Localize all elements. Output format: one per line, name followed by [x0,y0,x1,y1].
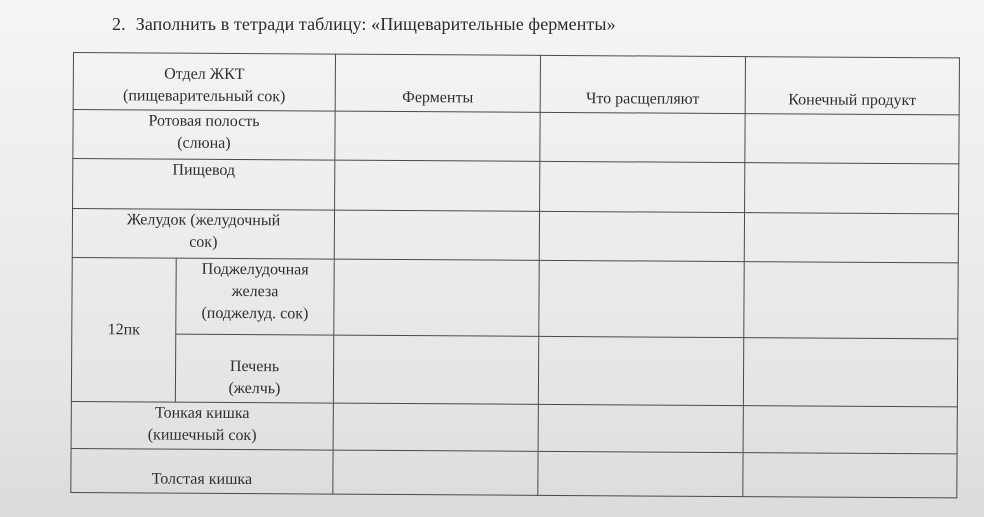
mouth-line2: (слюна) [177,134,231,152]
task-number: 2. [112,14,126,34]
cell-mouth [73,110,335,161]
header-breaks-down: Что расщепляют [540,55,745,113]
header-end-product: Конечный продукт [745,57,959,115]
cell-pancreas [176,258,334,335]
blank-cell[interactable] [539,260,744,337]
blank-cell[interactable] [743,453,957,498]
pancreas-line2: железа [231,282,279,301]
header-row [73,53,959,115]
task-text: Заполнить в тетради таблицу: «Пищеварительные ферменты» [135,14,616,34]
task-heading [112,14,616,35]
liver-line1: Печень [229,357,280,376]
blank-cell[interactable] [333,335,538,404]
blank-cell[interactable] [538,404,743,452]
stomach-line2: сок) [189,233,218,251]
blank-cell[interactable] [335,111,540,161]
blank-cell[interactable] [333,450,538,495]
blank-cell[interactable] [743,406,957,454]
row-esophagus [73,159,959,214]
cell-small-intestine [71,401,333,450]
blank-cell[interactable] [335,160,540,211]
blank-cell[interactable] [538,451,743,496]
stomach-line1: Желудок (желудочный [126,211,281,230]
small-intestine-line1: Тонкая кишка [155,404,250,423]
cell-stomach [72,209,334,260]
blank-cell[interactable] [744,262,958,339]
row-liver [71,333,957,406]
blank-cell[interactable] [745,163,959,214]
header-section-line1: Отдел ЖКТ [164,65,245,84]
blank-cell[interactable] [540,161,745,212]
blank-cell[interactable] [743,338,957,407]
blank-cell[interactable] [540,112,745,162]
blank-cell[interactable] [334,210,539,260]
blank-cell[interactable] [744,213,958,263]
blank-cell[interactable] [333,403,538,451]
cell-esophagus: Пищевод [73,159,335,211]
pancreas-line1: Поджелудочная [201,260,309,279]
row-large-intestine [71,448,957,497]
cell-large-intestine: Толстая кишка [71,448,333,494]
header-enzymes: Ферменты [335,54,540,112]
liver-line2: (желчь) [228,379,281,398]
worksheet [70,52,959,497]
row-mouth [73,110,959,164]
header-section-line2: (пищеварительный сок) [123,87,286,106]
row-small-intestine [71,401,957,453]
small-intestine-line2: (кишечный сок) [147,426,257,445]
cell-liver [175,334,333,403]
mouth-line1: Ротовая полость [148,112,260,131]
blank-cell[interactable] [538,336,743,405]
pancreas-line3: (поджелуд. сок) [201,304,309,323]
blank-cell[interactable] [539,211,744,261]
row-stomach [72,209,958,263]
enzymes-table [70,52,960,498]
cell-duodenum: 12пк [71,257,176,402]
blank-cell[interactable] [334,259,539,336]
blank-cell[interactable] [745,114,959,164]
row-pancreas [72,257,958,338]
header-section [73,53,335,112]
